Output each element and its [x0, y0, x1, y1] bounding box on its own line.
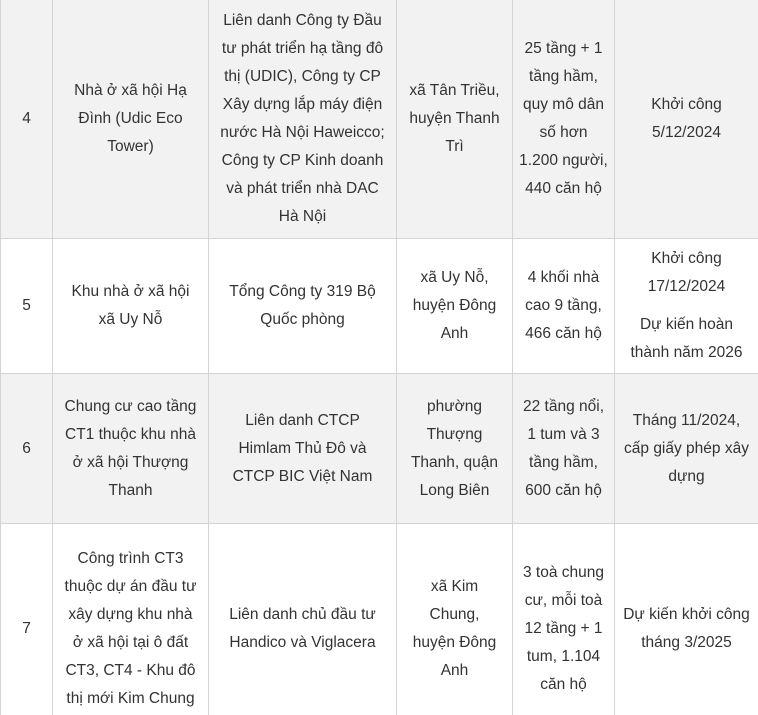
- investor-cell: Tổng Công ty 319 Bộ Quốc phòng: [209, 239, 397, 374]
- row-number-cell: 5: [1, 239, 53, 374]
- location-cell: xã Kim Chung, huyện Đông Anh: [397, 524, 513, 715]
- row-number-cell: 6: [1, 374, 53, 524]
- investor-cell: Liên danh CTCP Himlam Thủ Đô và CTCP BIC Việt Nam: [209, 374, 397, 524]
- investor-cell: Liên danh chủ đầu tư Handico và Viglacera: [209, 524, 397, 715]
- table-row: [1, 374, 758, 524]
- location-cell: xã Tân Triều, huyện Thanh Trì: [397, 0, 513, 239]
- progress-text: Khởi công 17/12/2024: [647, 250, 726, 295]
- table-row: [1, 0, 758, 239]
- table-row: [1, 239, 758, 374]
- location-cell: xã Uy Nỗ, huyện Đông Anh: [397, 239, 513, 374]
- project-name-cell: Chung cư cao tầng CT1 thuộc khu nhà ở xã hội Thượng Thanh: [53, 374, 209, 524]
- location-cell: phường Thượng Thanh, quận Long Biên: [397, 374, 513, 524]
- scale-cell: 25 tầng + 1 tầng hầm, quy mô dân số hơn 1.200 người, 440 căn hộ: [513, 0, 615, 239]
- row-number-cell: 7: [1, 524, 53, 715]
- progress-text: Khởi công 5/12/2024: [651, 95, 722, 141]
- progress-cell: [615, 239, 758, 374]
- scale-cell: 22 tầng nổi, 1 tum và 3 tầng hầm, 600 căn hộ: [513, 374, 615, 524]
- progress-text: Dự kiến hoàn thành năm 2026: [630, 316, 743, 361]
- row-number-cell: 4: [1, 0, 53, 239]
- table-row: [1, 524, 758, 715]
- investor-cell: Liên danh Công ty Đầu tư phát triển hạ tầng đô thị (UDIC), Công ty CP Xây dựng lắp máy điện nước Hà Nội Haweicco; Công ty CP Kinh doanh và phát triển nhà DAC Hà Nội: [209, 0, 397, 239]
- project-name-cell: Khu nhà ở xã hội xã Uy Nỗ: [53, 239, 209, 374]
- scale-cell: 3 toà chung cư, mỗi toà 12 tầng + 1 tum, 1.104 căn hộ: [513, 524, 615, 715]
- progress-cell: [615, 0, 758, 239]
- progress-text: Dự kiến khởi công tháng 3/2025: [623, 605, 750, 651]
- scale-cell: 4 khối nhà cao 9 tầng, 466 căn hộ: [513, 239, 615, 374]
- project-name-cell: Công trình CT3 thuộc dự án đầu tư xây dựng khu nhà ở xã hội tại ô đất CT3, CT4 - Khu đô thị mới Kim Chung: [53, 524, 209, 715]
- progress-text: Tháng 11/2024, cấp giấy phép xây dựng: [624, 411, 749, 485]
- progress-cell: [615, 374, 758, 524]
- progress-cell: [615, 524, 758, 715]
- project-name-cell: Nhà ở xã hội Hạ Đình (Udic Eco Tower): [53, 0, 209, 239]
